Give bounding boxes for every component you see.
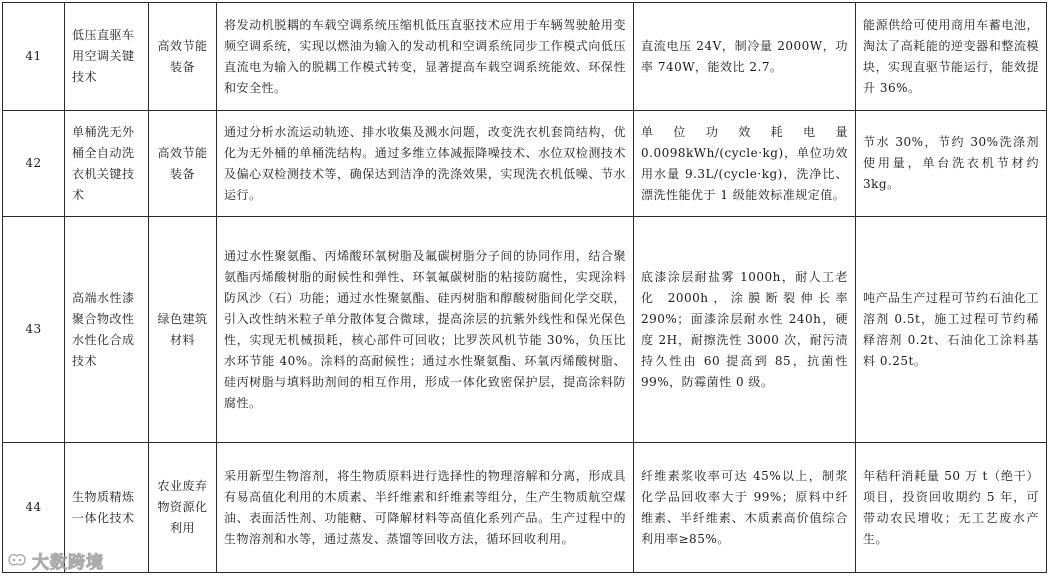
technology-parameters: 底漆涂层耐盐雾 1000h，耐人工老化 2000h，涂膜断裂伸长率 290%；面漆涂层耐水性 240h，硬度 2H，耐擦洗性 3000 次，耐污渍持久性由 60 提高到 85，抗菌性 99%，防霉菌性 0 级。 <box>634 217 856 443</box>
technology-table <box>2 2 1047 573</box>
technology-description: 通过水性聚氨酯、丙烯酸环氧树脂及氟碳树脂分子间的协同作用，结合聚氨酯丙烯酸树脂的耐候性和弹性、环氧氟碳树脂的粘接防腐性，实现涂料防风沙（石）功能；通过水性聚氨酯、硅丙树脂和醇酸树脂间化学交联，引入改性纳米粒子单分散体复合微球，提高涂层的抗紫外线性和保光保色性，实现无机械损耗，核心部件可回收；比罗茨风机节能 30%，负压比水环节能 40%。涂料的高耐候性；通过水性聚氨酯、环氧丙烯酸树脂、硅丙树脂与填料助剂间的相互作用，形成一体化致密保护层，提高涂料防腐性。 <box>217 217 634 443</box>
technology-description: 将发动机脱耦的车载空调系统压缩机低压直驱技术应用于车辆驾驶舱用变频空调系统，实现以燃油为输入的发动机和空调系统同步工作模式向低压直流电为输入的脱耦工作模式转变，显著提高车载空调系统能效、环保性和安全性。 <box>217 3 634 111</box>
technology-parameters: 单位功效耗电量 0.0098kWh/(cycle·kg)，单位功效用水量 9.3L/(cycle·kg)，洗净比、漂洗性能优于 1 级能效标准规定值。 <box>634 111 856 217</box>
table-row <box>3 217 1047 443</box>
row-number: 42 <box>3 111 65 217</box>
watermark-text: 大数跨境 <box>32 552 104 573</box>
technology-name: 高端水性漆聚合物改性水性化合成技术 <box>65 217 149 443</box>
row-number: 44 <box>3 443 65 573</box>
technology-parameters: 纤维素浆收率可达 45%以上，制浆化学品回收率大于 99%；原料中纤维素、半纤维素、木质素高价值综合利用率≥85%。 <box>634 443 856 573</box>
technology-benefits: 年秸秆消耗量 50 万 t（绝干）项目，投资回收期约 5 年，可带动农民增收；无工艺废水产生。 <box>856 443 1047 573</box>
technology-benefits: 能源供给可使用商用车蓄电池，淘汰了高耗能的逆变器和整流模块，实现直驱节能运行，能效提升 36%。 <box>856 3 1047 111</box>
technology-description: 通过分析水流运动轨迹、排水收集及溅水问题，改变洗衣机套筒结构，优化为无外桶的单桶洗结构。通过多维立体减振降噪技术、水位双检测技术及偏心双检测技术等，确保达到洁净的洗涤效果，实现洗衣机低噪、节水运行。 <box>217 111 634 217</box>
row-number: 41 <box>3 3 65 111</box>
technology-parameters: 直流电压 24V，制冷量 2000W，功率 740W，能效比 2.7。 <box>634 3 856 111</box>
technology-category: 农业废弃物资源化利用 <box>149 443 217 573</box>
technology-category: 高效节能装备 <box>149 3 217 111</box>
technology-name: 生物质精炼一体化技术 <box>65 443 149 573</box>
technology-benefits: 节水 30%，节约 30%洗涤剂使用量，单台洗衣机节材约 3kg。 <box>856 111 1047 217</box>
watermark <box>6 548 104 572</box>
technology-benefits: 吨产品生产过程可节约石油化工溶剂 0.5t，施工过程可节约稀释溶剂 0.2t、石油化工涂料基料 0.25t。 <box>856 217 1047 443</box>
row-number: 43 <box>3 217 65 443</box>
technology-name: 单桶洗无外桶全自动洗衣机关键技术 <box>65 111 149 217</box>
table-row <box>3 111 1047 217</box>
table-row <box>3 443 1047 573</box>
technology-category: 绿色建筑材料 <box>149 217 217 443</box>
table-row <box>3 3 1047 111</box>
technology-name: 低压直驱车用空调关键技术 <box>65 3 149 111</box>
technology-category: 高效节能装备 <box>149 111 217 217</box>
watermark-logo-icon <box>6 551 28 569</box>
technology-description: 采用新型生物溶剂，将生物质原料进行选择性的物理溶解和分离，形成具有易高值化利用的木质素、半纤维素和纤维素等组分，生产生物质航空煤油、表面活性剂、功能糖、可降解材料等高值化系列产品。生产过程中的生物溶剂和水等，通过蒸发、蒸馏等回收方法，循环回收利用。 <box>217 443 634 573</box>
